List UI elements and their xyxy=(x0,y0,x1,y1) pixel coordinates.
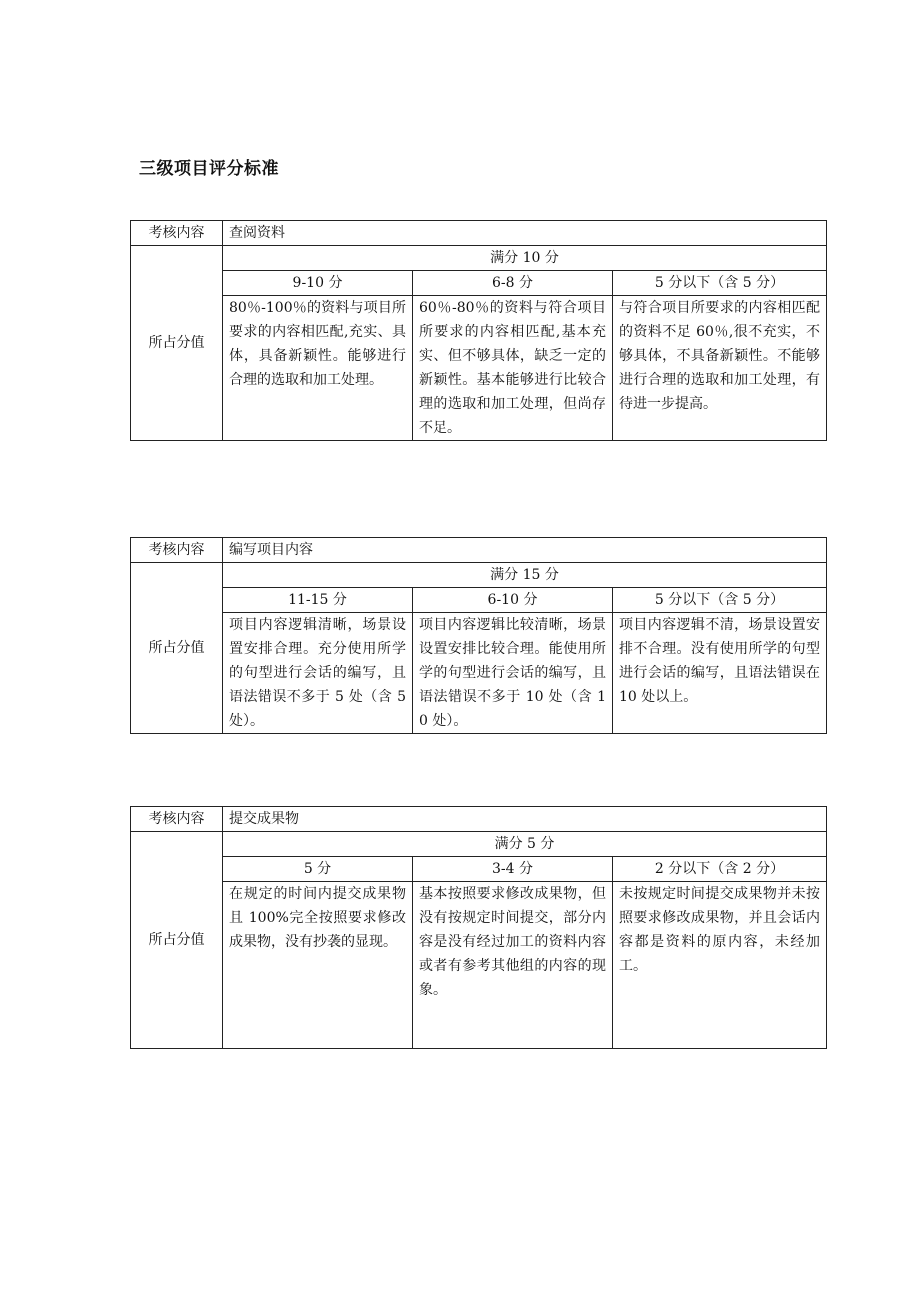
assessment-row xyxy=(131,221,827,246)
band-header-row xyxy=(131,588,827,613)
band-description: 在规定的时间内提交成果物且 100%完全按照要求修改成果物，没有抄袭的显现。 xyxy=(223,882,413,1049)
band-description-row xyxy=(131,882,827,1049)
rubric-table-research xyxy=(130,220,827,441)
rubric-table-writing xyxy=(130,537,827,734)
band-description: 项目内容逻辑清晰，场景设置安排合理。充分使用所学的句型进行会话的编写，且语法错误不多于 5 处（含 5 处）。 xyxy=(223,613,413,734)
band-range: 5 分以下（含 5 分） xyxy=(613,271,827,296)
band-range: 5 分 xyxy=(223,857,413,882)
band-description: 项目内容逻辑不清，场景设置安排不合理。没有使用所学的句型进行会话的编写，且语法错误在 10 处以上。 xyxy=(613,613,827,734)
band-description: 基本按照要求修改成果物，但没有按规定时间提交，部分内容是没有经过加工的资料内容或者有参考其他组的内容的现象。 xyxy=(413,882,613,1049)
full-score: 满分 5 分 xyxy=(223,832,827,857)
assessment-label: 考核内容 xyxy=(131,807,223,832)
band-description: 项目内容逻辑比较清晰，场景设置安排比较合理。能使用所学的句型进行会话的编写，且语法错误不多于 10 处（含 10 处）。 xyxy=(413,613,613,734)
band-description: 与符合项目所要求的内容相匹配的资料不足 60％,很不充实，不够具体，不具备新颖性。不能够进行合理的选取和加工处理，有待进一步提高。 xyxy=(613,296,827,441)
band-description-row xyxy=(131,296,827,441)
score-label: 所占分值 xyxy=(131,832,223,1049)
band-description: 未按规定时间提交成果物并未按照要求修改成果物，并且会话内容都是资料的原内容，未经加工。 xyxy=(613,882,827,1049)
full-score: 满分 15 分 xyxy=(223,563,827,588)
assessment-row xyxy=(131,807,827,832)
score-label: 所占分值 xyxy=(131,246,223,441)
full-score: 满分 10 分 xyxy=(223,246,827,271)
full-score-row xyxy=(131,246,827,271)
score-label: 所占分值 xyxy=(131,563,223,734)
band-range: 6-8 分 xyxy=(413,271,613,296)
band-description-row xyxy=(131,613,827,734)
assessment-row xyxy=(131,538,827,563)
assessment-label: 考核内容 xyxy=(131,221,223,246)
full-score-row xyxy=(131,563,827,588)
assessment-label: 考核内容 xyxy=(131,538,223,563)
band-range: 3-4 分 xyxy=(413,857,613,882)
full-score-row xyxy=(131,832,827,857)
rubric-table-submission xyxy=(130,806,827,1049)
band-header-row xyxy=(131,271,827,296)
assessment-content: 查阅资料 xyxy=(223,221,827,246)
band-range: 9-10 分 xyxy=(223,271,413,296)
band-description: 80％-100％的资料与项目所要求的内容相匹配,充实、具体，具备新颖性。能够进行合理的选取和加工处理。 xyxy=(223,296,413,441)
band-range: 11-15 分 xyxy=(223,588,413,613)
assessment-content: 提交成果物 xyxy=(223,807,827,832)
band-description: 60％-80％的资料与符合项目所要求的内容相匹配,基本充实、但不够具体，缺乏一定的新颖性。基本能够进行比较合理的选取和加工处理，但尚存不足。 xyxy=(413,296,613,441)
band-range: 2 分以下（含 2 分） xyxy=(613,857,827,882)
document-title: 三级项目评分标准 xyxy=(139,159,279,179)
band-range: 5 分以下（含 5 分） xyxy=(613,588,827,613)
band-range: 6-10 分 xyxy=(413,588,613,613)
assessment-content: 编写项目内容 xyxy=(223,538,827,563)
band-header-row xyxy=(131,857,827,882)
